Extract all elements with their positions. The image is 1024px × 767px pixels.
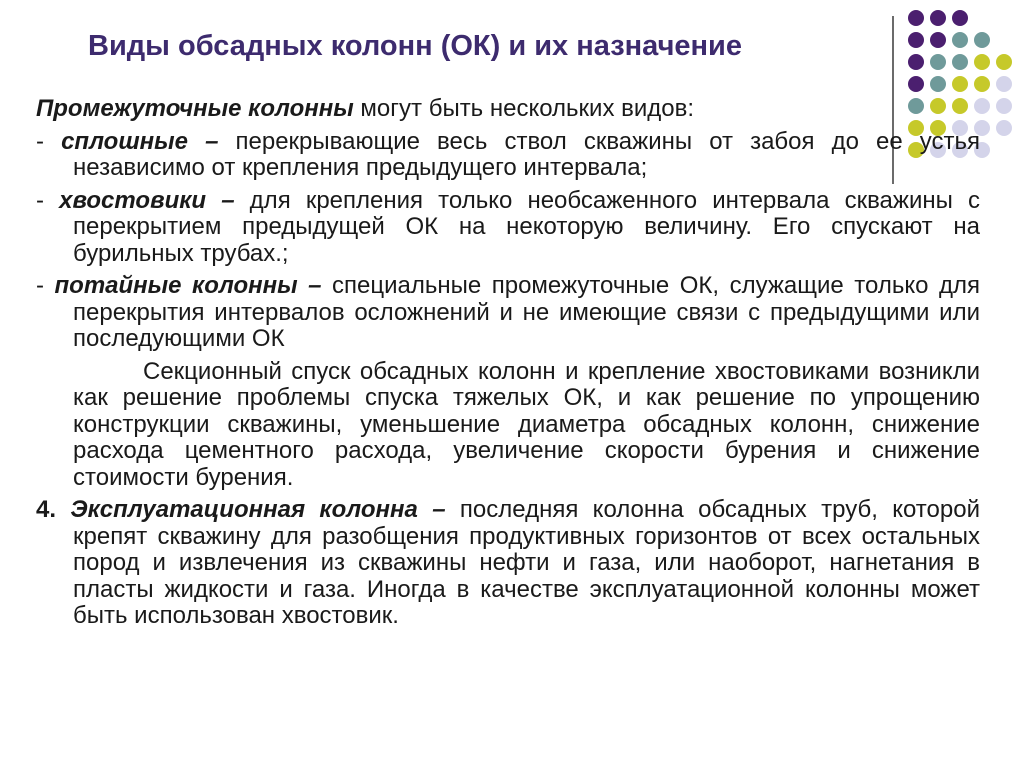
list-item-liners [36,188,980,268]
intro-text: могут быть нескольких видов: [353,95,695,122]
list-item-solid [36,129,980,182]
list-item-prefix: - [36,186,60,214]
list-item-term: сплошные – [61,127,219,155]
decorative-dot [952,10,968,26]
decorative-dot [908,76,924,92]
point-4-term: Эксплуатационная колонна – [56,496,446,523]
decorative-dot [908,54,924,70]
slide-body [36,96,980,636]
intro-term: Промежуточные колонны [36,95,354,122]
decorative-dot [952,32,968,48]
decorative-dot [908,32,924,48]
list-item-text: для крепления только необсаженного интервала скважины с перекрытием предыдущей ОК на некоторую величину. Его спускают на бурильных трубах.; [73,186,981,267]
decorative-dot [908,10,924,26]
slide-title: Виды обсадных колонн (ОК) и их назначение [88,30,743,62]
section-paragraph: Секционный спуск обсадных колонн и крепление хвостовиками возникли как решение проблемы спуска тяжелых ОК, и как решение по упрощению конструкции скважины, уменьшение диаметра обсадных колонн, снижение расхода цементного расхода, увеличение скорости бурения и снижение стоимости бурения. [73,357,980,491]
decorative-dot [996,98,1012,114]
decorative-dot [930,76,946,92]
list-item-text: специальные промежуточные ОК, служащие только для перекрытия интервалов осложнений и не имеющие связи с предыдущими или последующими ОК [73,272,980,352]
point-4-text: последняя колонна обсадных труб, которой крепят скважину для разобщения продуктивных горизонтов от всех остальных пород и извлечения из скважины нефти и газа, или наоборот, нагнетания в пласты жидкости и газа. Иногда в качестве эксплуатационной колонны может быть использован хвостовик. [73,496,980,629]
decorative-dot [996,54,1012,70]
point-4-paragraph [36,497,980,630]
intro-paragraph [36,96,980,123]
decorative-dot [930,32,946,48]
list-item-term: хвостовики – [59,186,235,214]
decorative-dot [974,32,990,48]
point-4-number: 4. [36,496,57,523]
list-item-prefix: - [36,127,62,155]
decorative-dot [930,54,946,70]
decorative-dot [952,76,968,92]
decorative-dot [952,54,968,70]
list-item-prefix: - [36,272,55,299]
decorative-dot [974,76,990,92]
list-item-term: потайные колонны – [54,272,322,299]
decorative-dot [996,76,1012,92]
list-item-hidden-columns [36,273,980,353]
decorative-dot [930,10,946,26]
decorative-dot [996,120,1012,136]
decorative-dot [974,54,990,70]
list-item-text: перекрывающие весь ствол скважины от забоя до ее устья независимо от крепления предыдущего интервала; [73,127,980,181]
